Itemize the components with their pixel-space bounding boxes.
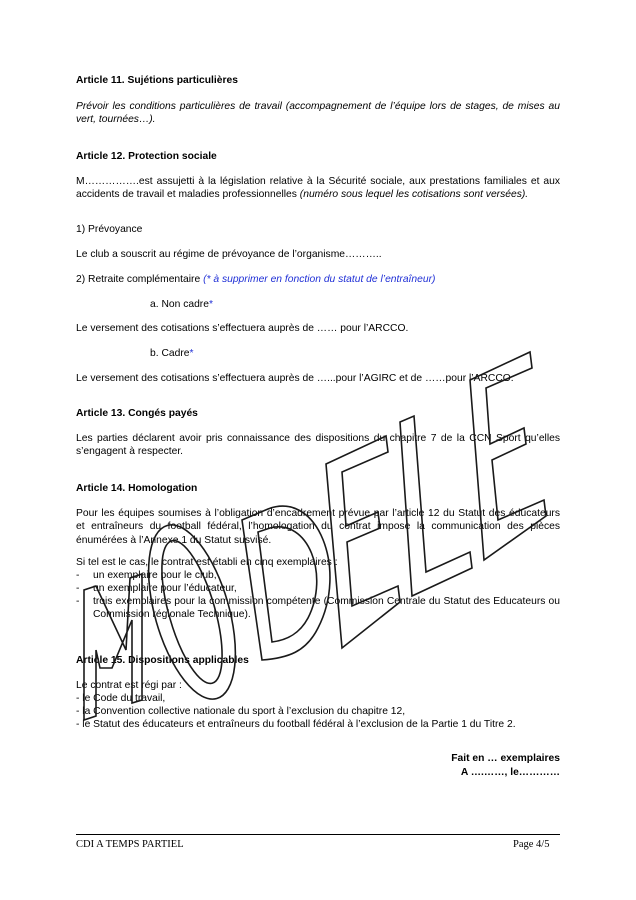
retraite-title: 2) Retraite complémentaire: [76, 274, 204, 285]
article-14-text: Pour les équipes soumises à l’obligation d’encadrement prévue par l’article 12 du Statut des éducateurs et entraîneurs du football fédéral, l’homologation du contrat impose la communication des pièces énumérées à l’Annexe 1 du Statut susvisé.: [76, 508, 560, 546]
article-12-text-italic: (numéro sous lequel les cotisations sont versées).: [299, 189, 529, 201]
prevoyance-text: Le club a souscrit au régime de prévoyance de l’organisme………..: [76, 249, 382, 260]
prevoyance-title: 1) Prévoyance: [76, 224, 143, 235]
non-cadre-text: Le versement des cotisations s’effectuera auprès de …… pour l’ARCCO.: [76, 323, 409, 334]
cadre-text: Le versement des cotisations s’effectuera auprès de …...pour l’AGIRC et de ……pour l’ARCCO.: [76, 373, 514, 384]
retraite-note: (* à supprimer en fonction du statut de l’entraîneur): [203, 274, 436, 285]
article-15-item: - la Convention collective nationale du sport à l’exclusion du chapitre 12,: [76, 706, 406, 717]
article-15-item: - le Statut des éducateurs et entraîneurs du football fédéral à l’exclusion de la Partie 1 du Titre 2.: [76, 719, 516, 730]
non-cadre-line: [150, 298, 550, 311]
article-12-text: [76, 175, 560, 202]
article-13-heading: Article 13. Congés payés: [76, 408, 198, 419]
list-item-text: trois exemplaires pour la commission compétente (Commission Centrale du Statut des Educateurs ou Commission régionale Technique).: [93, 596, 560, 621]
cadre-label: b. Cadre: [150, 348, 190, 359]
article-11-text: Prévoir les conditions particulières de travail (accompagnement de l’équipe lors de stages, de mises au vert, tournées…).: [76, 101, 560, 126]
article-15-heading: Article 15. Dispositions applicables: [76, 655, 249, 666]
list-item-text: un exemplaire pour le club,: [93, 570, 217, 581]
non-cadre-label: a. Non cadre: [150, 299, 209, 310]
article-14-intro: Si tel est le cas, le contrat est établi en cinq exemplaires :: [76, 557, 338, 568]
list-item: [76, 582, 560, 595]
article-12-heading: Article 12. Protection sociale: [76, 151, 217, 162]
footer-title: CDI A TEMPS PARTIEL: [76, 839, 184, 850]
cadre-star: *: [189, 348, 194, 359]
retraite-line: [76, 273, 560, 286]
signature-place-date: A ….……, le…………: [460, 767, 560, 778]
list-dash: -: [76, 570, 80, 581]
article-12-text-main: M…………….est assujetti à la législation relative à la Sécurité sociale, aux prestations familiales et aux accidents de travail et maladies professionnelles: [76, 176, 560, 201]
list-item-text: un exemplaire pour l’éducateur,: [93, 583, 237, 594]
article-13-text: Les parties déclarent avoir pris connaissance des dispositions du chapitre 7 de la CCN Sport qu’elles s’engagent à respecter.: [76, 433, 560, 458]
article-15-item: - le Code du travail,: [76, 693, 166, 704]
list-item: [76, 569, 560, 582]
non-cadre-star: *: [208, 299, 213, 310]
footer-page-number: Page 4/5: [513, 839, 550, 850]
article-15-intro: Le contrat est régi par :: [76, 680, 182, 691]
cadre-line: [150, 347, 550, 360]
list-dash: -: [76, 583, 80, 594]
list-item: [76, 595, 560, 622]
signature-copies: Fait en … exemplaires: [451, 753, 560, 764]
article-11-heading: Article 11. Sujétions particulières: [76, 75, 238, 86]
list-dash: -: [76, 596, 80, 607]
article-14-heading: Article 14. Homologation: [76, 483, 198, 494]
footer-rule: [76, 834, 560, 835]
